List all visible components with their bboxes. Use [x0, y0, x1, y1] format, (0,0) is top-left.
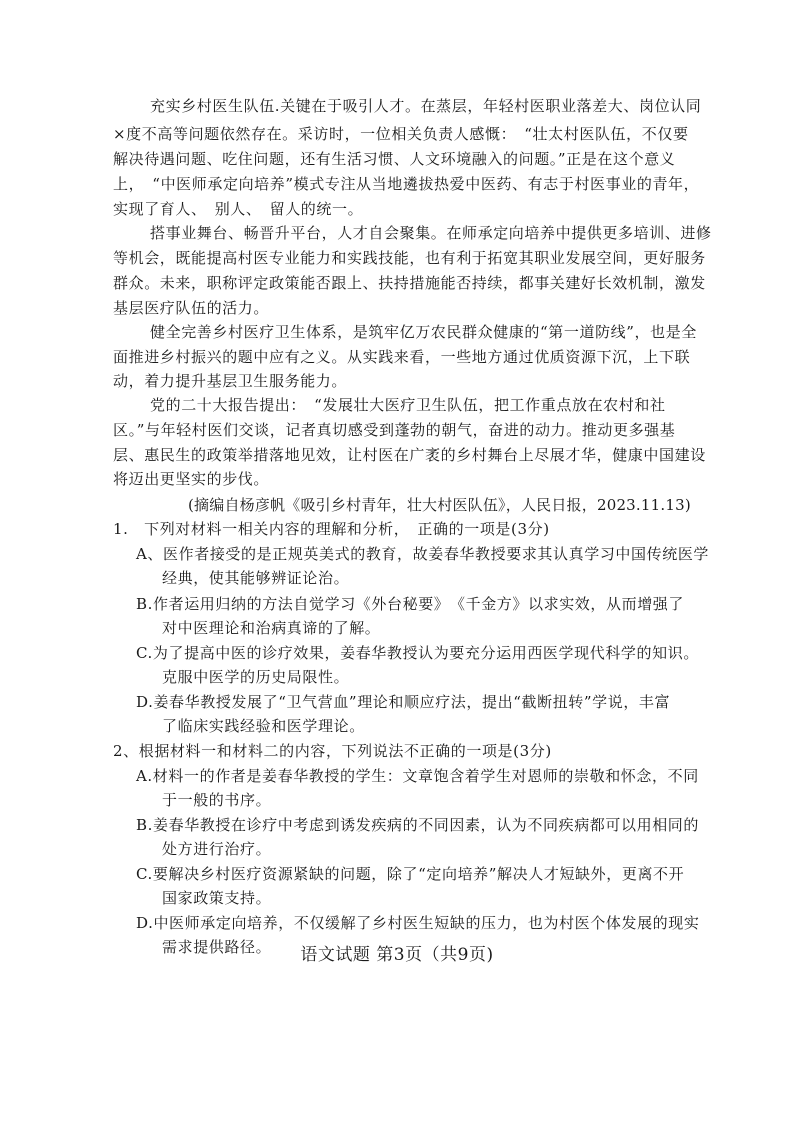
- option-a-continuation: 经典，使其能够辨证论治。: [162, 569, 350, 587]
- option-b: B.姜春华教授在诊疗中考虑到诱发疾病的不同因素，认为不同疾病都可以用相同的: [136, 816, 699, 834]
- option-a: A、医作者接受的是正规英美式的教育，故姜春华教授要求其认真学习中国传统医学: [136, 545, 710, 563]
- option-c-continuation: 国家政策支持。: [162, 889, 272, 907]
- passage-line: 动，着力提升基层卫生服务能力。: [113, 372, 348, 390]
- passage-line: 区。”与年轻村医们交谈，记者真切感受到蓬勃的朝气，奋进的动力。推动更多强基: [113, 421, 676, 439]
- passage-line: 实现了育人、 别人、 留人的统一。: [113, 200, 364, 218]
- page-footer: 语文试题 第3页（共9页): [300, 945, 494, 965]
- passage-line: 健全完善乡村医疗卫生体系，是筑牢亿万农民群众健康的“第一道防线”，也是全: [150, 323, 697, 341]
- option-b-continuation: 对中医理论和治病真谛的了解。: [162, 619, 381, 637]
- option-a: A.材料一的作者是姜春华教授的学生：文章饱含着学生对恩师的崇敬和怀念，不同: [136, 767, 699, 785]
- option-a-continuation: 于一般的书序。: [162, 791, 272, 809]
- option-d: D.姜春华教授发展了“卫气营血”理论和顺应疗法，提出“截断扭转”学说，丰富: [136, 693, 671, 711]
- option-d-continuation: 了临床实践经验和医学理论。: [162, 717, 365, 735]
- passage-line: 等机会，既能提高村医专业能力和实践技能，也有利于拓宽其职业发展空间，更好服务: [113, 249, 706, 267]
- option-d-continuation: 需求提供路径。: [162, 938, 272, 956]
- option-b: B.作者运用归纳的方法自觉学习《外台秘要》 《千金方》以求实效，从而增强了: [136, 595, 684, 613]
- question-stem: 1. 下列对材料一相关内容的理解和分析， 正确的一项是(3分): [113, 520, 550, 538]
- passage-line: 充实乡村医生队伍.关键在于吸引人才。在蒸层，年轻村医职业落差大、岗位认同: [150, 97, 702, 115]
- passage-line: 上， “中医师承定向培养”模式专注从当地遴拔热爱中医药、有志于村医事业的青年，: [113, 175, 700, 193]
- passage-line: 基层医疗队伍的活力。: [113, 299, 270, 317]
- option-c: C.要解决乡村医疗资源紧缺的问题，除了“定向培养”解决人才短缺外，更离不开: [136, 865, 685, 883]
- passage-line: 面推进乡村振兴的题中应有之义。从实践来看，一些地方通过优质资源下沉，上下联: [113, 348, 691, 366]
- question-stem: 2、根据材料一和材料二的内容，下列说法不正确的一项是(3分): [113, 742, 552, 760]
- passage-line: 将迈出更坚实的步伐。: [113, 470, 270, 488]
- option-d: D.中医师承定向培养，不仅缓解了乡村医生短缺的压力，也为村医个体发展的现实: [136, 914, 700, 932]
- passage-source-citation: (摘编自杨彦帆《吸引乡村青年，壮大村医队伍》，人民日报，2023.11.13): [188, 496, 691, 514]
- passage-line: 层、惠民生的政策举措落地见效，让村医在广袤的乡村舞台上尽展才华，健康中国建设: [113, 446, 706, 464]
- passage-line: 解决待遇问题、吃住问题，还有生活习惯、人文环境融入的问题。”正是在这个意义: [113, 150, 676, 168]
- option-c: C.为了提高中医的诊疗效果，姜春华教授认为要充分运用西医学现代科学的知识。: [136, 644, 699, 662]
- passage-line: 搭事业舞台、畅晋升平台，人才自会聚集。在师承定向培养中提供更多培训、进修: [150, 224, 712, 242]
- passage-line: 群众。未来，职称评定政策能否跟上、扶持措施能否持续，都事关建好长效机制，激发: [113, 274, 706, 292]
- option-b-continuation: 处方进行治疗。: [162, 840, 272, 858]
- option-c-continuation: 克服中医学的历史局限性。: [162, 668, 350, 686]
- passage-line: 党的二十大报告提出： “发展壮大医疗卫生队伍，把工作重点放在农村和社: [150, 396, 666, 414]
- passage-line: ×度不高等问题依然存在。采访时，一位相关负责人感慨： “壮太村医队伍，不仅要: [113, 125, 689, 143]
